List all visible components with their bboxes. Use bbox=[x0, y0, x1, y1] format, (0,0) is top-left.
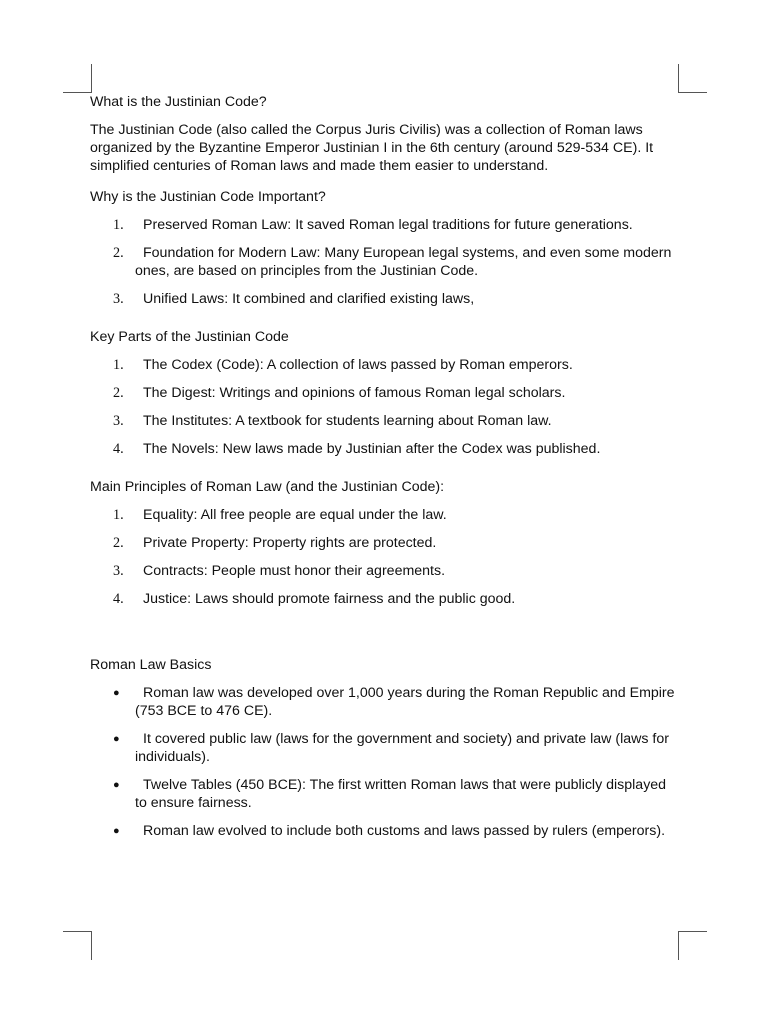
bullet-icon: ● bbox=[113, 733, 120, 745]
list-item-text: The Institutes: A textbook for students learning about Roman law. bbox=[143, 413, 552, 429]
list-number: 3. bbox=[113, 291, 124, 307]
page-corner-mark-bottom-right bbox=[678, 931, 707, 960]
principles-list bbox=[90, 506, 680, 608]
list-item-text: Equality: All free people are equal under the law. bbox=[143, 507, 447, 523]
basics-bullet-list bbox=[90, 684, 680, 840]
document-page bbox=[90, 90, 680, 840]
list-item-text: Contracts: People must honor their agreements. bbox=[143, 563, 446, 579]
list-item bbox=[90, 776, 680, 812]
list-item bbox=[90, 506, 680, 524]
list-item bbox=[90, 216, 680, 234]
list-number: 2. bbox=[113, 245, 124, 261]
list-item-text: Preserved Roman Law: It saved Roman legal traditions for future generations. bbox=[143, 217, 633, 233]
list-number: 4. bbox=[113, 441, 124, 457]
list-number: 2. bbox=[113, 535, 124, 551]
list-number: 3. bbox=[113, 563, 124, 579]
list-item-text: Twelve Tables (450 BCE): The first written Roman laws that were publicly displayed to ensure fairness. bbox=[135, 777, 667, 811]
list-item bbox=[90, 412, 680, 430]
key-parts-list bbox=[90, 356, 680, 458]
heading-key-parts: Key Parts of the Justinian Code bbox=[90, 329, 289, 345]
heading-what-is-justinian-code: What is the Justinian Code? bbox=[90, 94, 267, 110]
list-item-text: It covered public law (laws for the government and society) and private law (laws for individuals). bbox=[135, 731, 669, 765]
bullet-icon: ● bbox=[113, 687, 120, 699]
list-item-text: Private Property: Property rights are protected. bbox=[143, 535, 437, 551]
list-number: 2. bbox=[113, 385, 124, 401]
list-item-text: Foundation for Modern Law: Many European legal systems, and even some modern ones, are based on principles from the Justinian Code. bbox=[135, 245, 672, 279]
list-item-text: Roman law evolved to include both customs and laws passed by rulers (emperors). bbox=[143, 823, 666, 839]
list-item-text: The Codex (Code): A collection of laws passed by Roman emperors. bbox=[143, 357, 573, 373]
list-item-text: The Digest: Writings and opinions of famous Roman legal scholars. bbox=[143, 385, 566, 401]
heading-main-principles: Main Principles of Roman Law (and the Justinian Code): bbox=[90, 479, 445, 495]
list-item bbox=[90, 440, 680, 458]
heading-roman-law-basics: Roman Law Basics bbox=[90, 657, 212, 673]
list-item bbox=[90, 562, 680, 580]
list-item-text: Roman law was developed over 1,000 years during the Roman Republic and Empire (753 BCE to 476 CE). bbox=[135, 685, 675, 719]
list-number: 3. bbox=[113, 413, 124, 429]
list-item bbox=[90, 384, 680, 402]
page-corner-mark-top-left bbox=[63, 64, 92, 93]
heading-why-important: Why is the Justinian Code Important? bbox=[90, 189, 326, 205]
list-item-text: Justice: Laws should promote fairness and the public good. bbox=[143, 591, 516, 607]
list-item bbox=[90, 534, 680, 552]
list-item bbox=[90, 730, 680, 766]
list-item bbox=[90, 244, 680, 280]
list-item bbox=[90, 356, 680, 374]
list-number: 1. bbox=[113, 507, 124, 523]
list-number: 1. bbox=[113, 217, 124, 233]
list-item bbox=[90, 684, 680, 720]
bullet-icon: ● bbox=[113, 779, 120, 791]
page-corner-mark-top-right bbox=[678, 64, 707, 93]
bullet-icon: ● bbox=[113, 825, 120, 837]
list-item-text: Unified Laws: It combined and clarified existing laws, bbox=[143, 291, 475, 307]
intro-paragraph: The Justinian Code (also called the Corpus Juris Civilis) was a collection of Roman laws organized by the Byzantine Emperor Justinian I in the 6th century (around 529-534 CE). It simplified centuries of Roman laws and made them easier to understand. bbox=[90, 122, 654, 174]
page-corner-mark-bottom-left bbox=[63, 931, 92, 960]
list-item bbox=[90, 590, 680, 608]
list-item-text: The Novels: New laws made by Justinian after the Codex was published. bbox=[143, 441, 601, 457]
list-number: 4. bbox=[113, 591, 124, 607]
list-item bbox=[90, 822, 680, 840]
list-number: 1. bbox=[113, 357, 124, 373]
importance-list bbox=[90, 216, 680, 308]
list-item bbox=[90, 290, 680, 308]
